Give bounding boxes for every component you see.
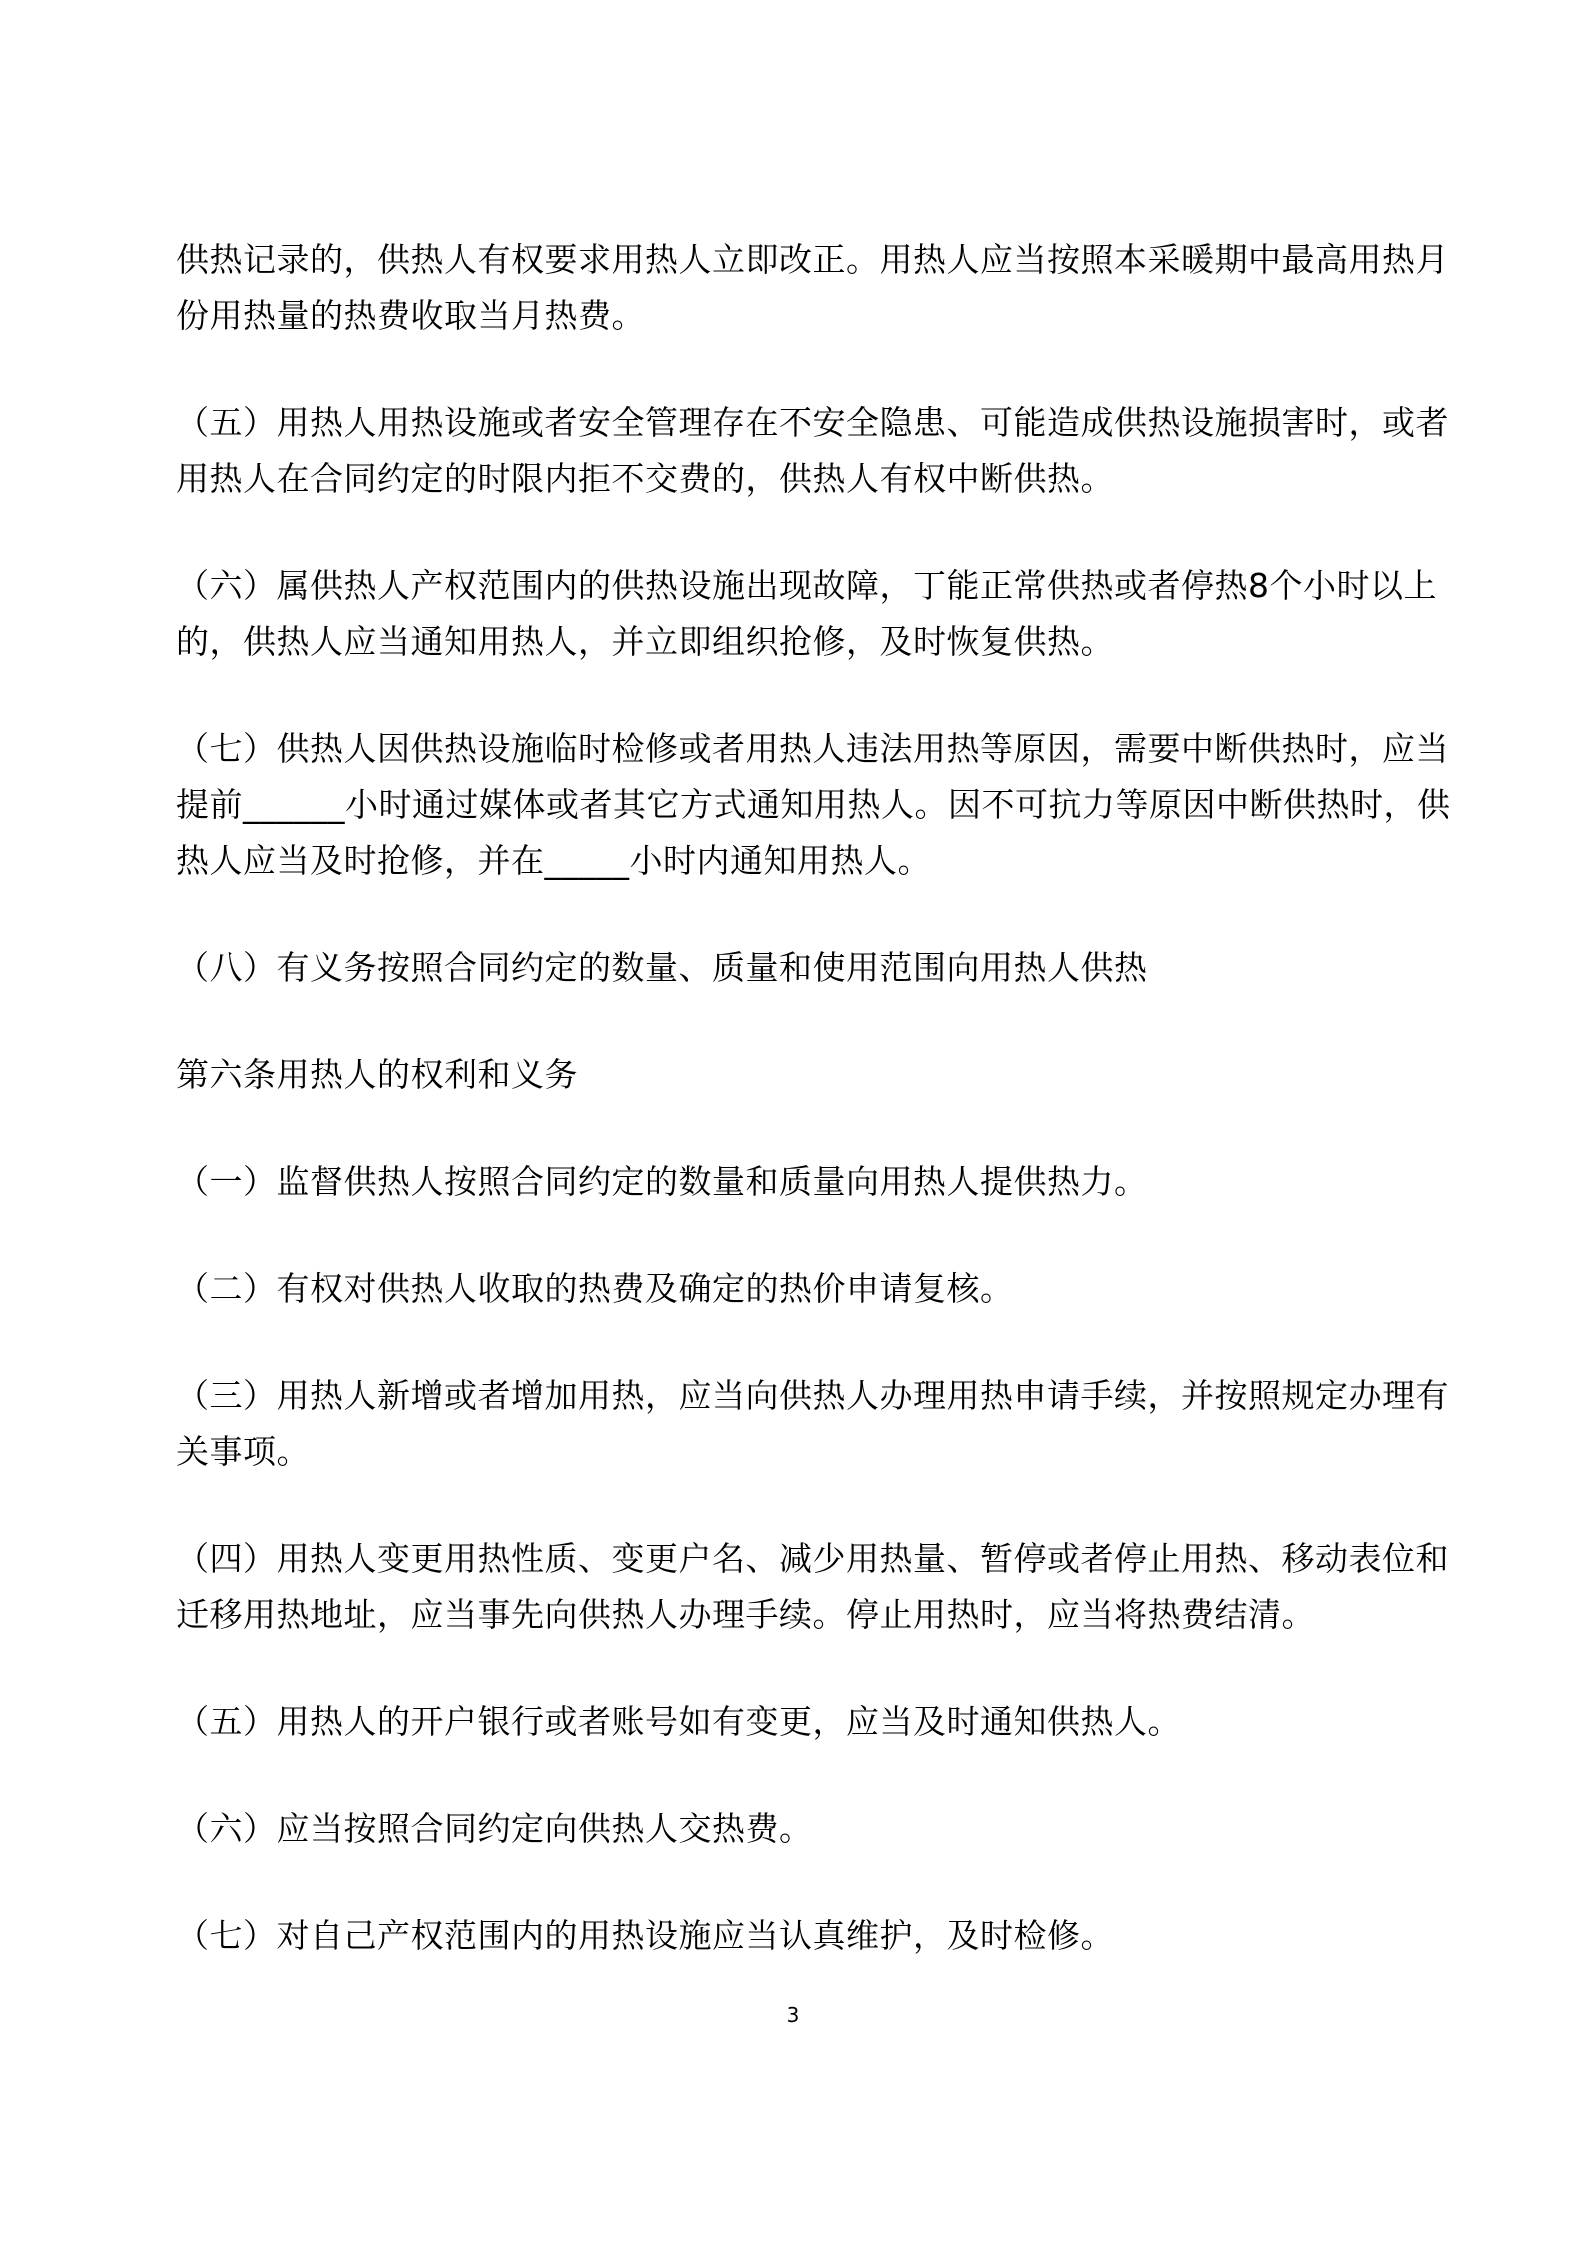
paragraph: （八）有义务按照合同约定的数量、质量和使用范围向用热人供热	[176, 948, 1148, 987]
document-body	[176, 232, 1466, 1964]
paragraph: （六）应当按照合同约定向供热人交热费。	[176, 1809, 813, 1848]
paragraph: （一）监督供热人按照合同约定的数量和质量向用热人提供热力。	[176, 1162, 1148, 1201]
page-number: 3	[786, 2003, 800, 2027]
paragraph: （四）用热人变更用热性质、变更户名、减少用热量、暂停或者停止用热、移动表位和迁移用热地址，应当事先向供热人办理手续。停止用热时，应当将热费结清。	[176, 1539, 1449, 1634]
paragraph: （七）供热人因供热设施临时检修或者用热人违法用热等原因，需要中断供热时，应当提前______小时通过媒体或者其它方式通知用热人。因不可抗力等原因中断供热时，供热人应当及时抢修，并在_____小时内通知用热人。	[176, 729, 1451, 880]
paragraph: （七）对自己产权范围内的用热设施应当认真维护，及时检修。	[176, 1916, 1114, 1955]
section-heading: 第六条用热人的权利和义务	[176, 1055, 578, 1094]
paragraph: （五）用热人的开户银行或者账号如有变更，应当及时通知供热人。	[176, 1702, 1181, 1741]
paragraph: （三）用热人新增或者增加用热，应当向供热人办理用热申请手续，并按照规定办理有关事项。	[176, 1376, 1449, 1471]
paragraph: （六）属供热人产权范围内的供热设施出现故障，丁能正常供热或者停热8个小时以上的，供热人应当通知用热人，并立即组织抢修，及时恢复供热。	[176, 566, 1437, 661]
paragraph: 供热记录的，供热人有权要求用热人立即改正。用热人应当按照本采暖期中最高用热月份用热量的热费收取当月热费。	[176, 240, 1449, 335]
paragraph: （二）有权对供热人收取的热费及确定的热价申请复核。	[176, 1269, 1014, 1308]
paragraph: （五）用热人用热设施或者安全管理存在不安全隐患、可能造成供热设施损害时，或者用热人在合同约定的时限内拒不交费的，供热人有权中断供热。	[176, 403, 1449, 498]
